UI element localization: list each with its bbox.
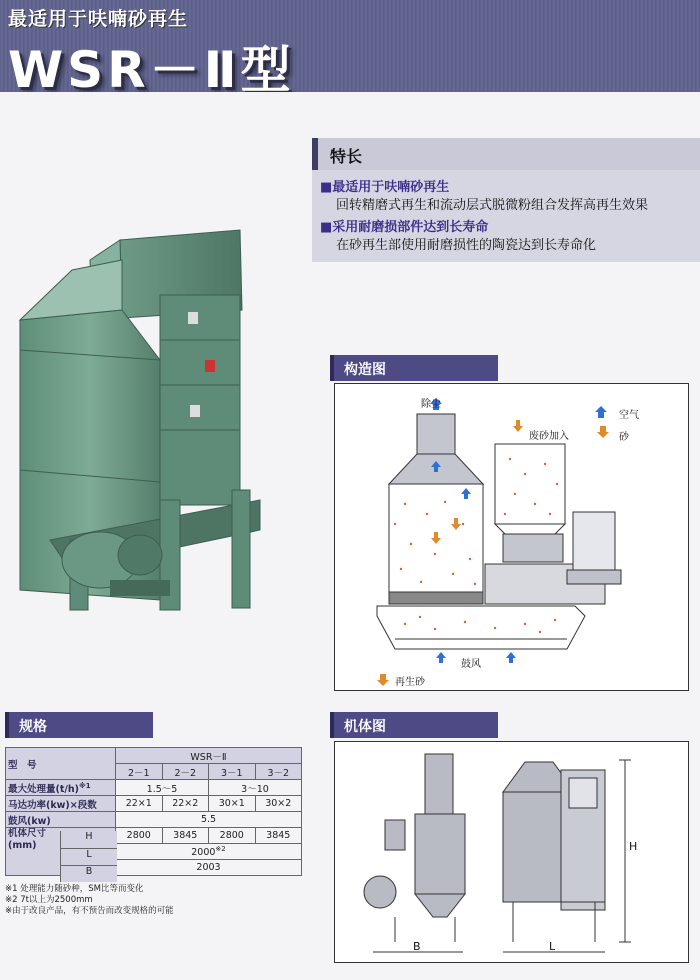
spec-motor-value: 22×2 (162, 796, 209, 812)
spec-motor-label: 马达功率(kw)×段数 (6, 796, 116, 812)
label-blower: 鼓风 (461, 659, 481, 670)
label-waste-in: 废砂加入 (529, 431, 569, 442)
feature-1-title: ■最适用于呋喃砂再生 (320, 180, 450, 195)
spec-capacity-1: 1.5～5 (116, 780, 209, 796)
spec-blower-value: 5.5 (116, 812, 302, 828)
spec-note: ※1 处理能力随砂种，SM比等而变化 (5, 884, 144, 894)
spec-B-value: 2003 (116, 860, 302, 876)
spec-L-label: L (60, 848, 117, 865)
spec-note: ※由于改良产品，有不预告而改变规格的可能 (5, 906, 174, 916)
dim-B: B (413, 940, 421, 953)
spec-col: 3－1 (209, 764, 256, 780)
spec-motor-value: 22×1 (116, 796, 163, 812)
spec-series: WSR－Ⅱ (116, 748, 302, 764)
spec-H-value: 2800 (116, 828, 163, 844)
title-banner (0, 0, 700, 92)
spec-H-value: 3845 (162, 828, 209, 844)
features-heading: 特长 (330, 147, 363, 166)
spec-H-value: 2800 (209, 828, 256, 844)
dim-H: H (629, 840, 638, 853)
legend-sand: 砂 (619, 432, 629, 443)
spec-motor-value: 30×1 (209, 796, 256, 812)
structure-heading: 构造图 (344, 362, 386, 378)
structure-diagram (335, 384, 688, 690)
spec-B-label: B (60, 865, 117, 882)
body-diagram-panel (334, 741, 689, 963)
machine-photo (10, 200, 300, 630)
spec-dims-label: 机体尺寸 (mm) (6, 828, 116, 876)
spec-col: 3－2 (255, 764, 302, 780)
body-diagram (335, 742, 688, 962)
spec-col: 2－1 (116, 764, 163, 780)
spec-H-value: 3845 (255, 828, 302, 844)
body-heading-bar (330, 712, 498, 738)
page-subtitle: 最适用于呋喃砂再生 (8, 8, 189, 30)
feature-2-title: ■采用耐磨损部件达到长寿命 (320, 220, 489, 235)
body-heading: 机体图 (344, 719, 386, 735)
spec-blower-label: 鼓风(kw) (6, 812, 116, 828)
spec-model-label: 型 号 (6, 748, 116, 780)
features-heading-bar (312, 138, 700, 170)
structure-heading-bar (330, 355, 498, 381)
spec-H-label: H (60, 831, 117, 848)
spec-capacity-label: 最大处理量$(t/h)^{※1}$ (6, 780, 116, 796)
spec-motor-value: 30×2 (255, 796, 302, 812)
feature-1-text: 回转精磨式再生和流动层式脱微粉组合发挥高再生效果 (336, 198, 649, 213)
dim-L: L (549, 940, 556, 953)
features-panel (312, 170, 700, 262)
spec-notes (5, 884, 174, 917)
legend-air: 空气 (619, 410, 639, 421)
label-regen-sand: 再生砂 (395, 677, 425, 688)
spec-col: 2－2 (162, 764, 209, 780)
spec-L-value: 2000$^{※2}$ (116, 844, 302, 860)
spec-note: ※2 7t以上为2500mm (5, 895, 93, 905)
feature-2-text: 在砂再生部使用耐磨损性的陶瓷达到长寿命化 (336, 238, 597, 253)
page-title: WSR－Ⅱ型 (8, 41, 295, 92)
structure-diagram-panel (334, 383, 689, 691)
spec-heading-bar (5, 712, 153, 738)
spec-heading: 规格 (19, 719, 47, 735)
spec-capacity-2: 3～10 (209, 780, 302, 796)
label-dust: 除尘 (421, 399, 441, 410)
spec-table (5, 747, 302, 876)
